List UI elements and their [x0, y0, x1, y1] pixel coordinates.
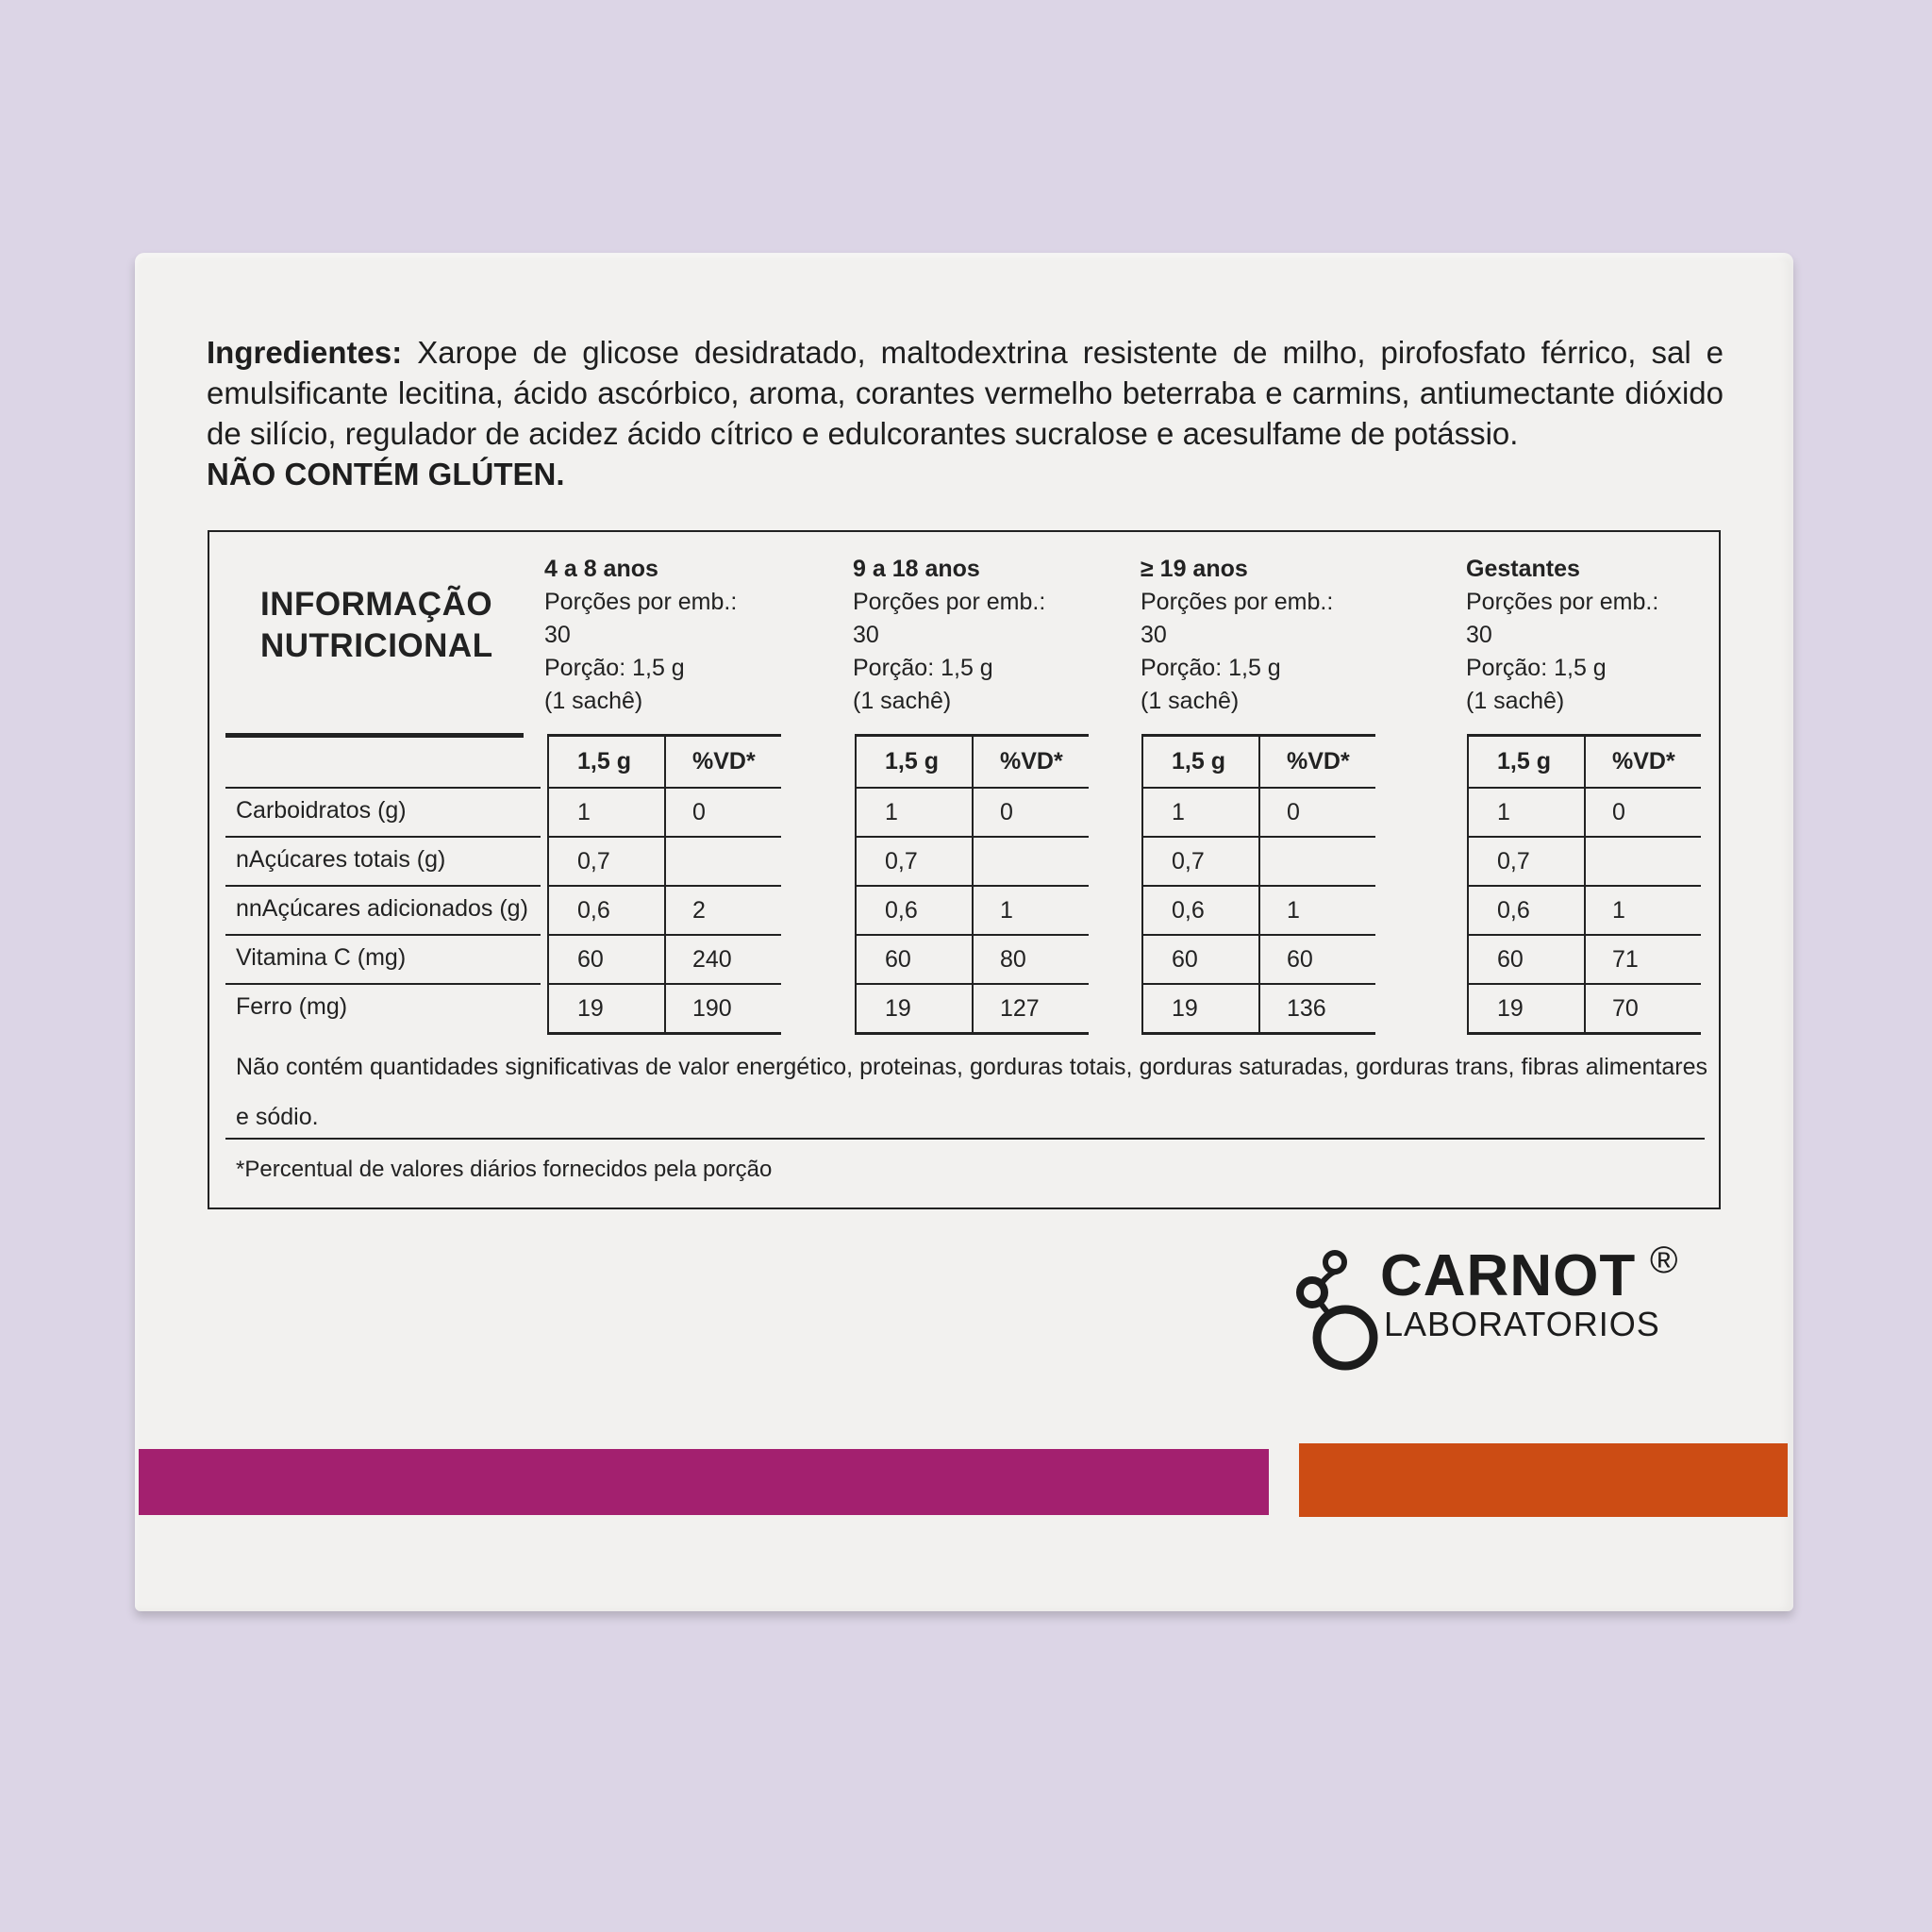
daily-value-cell: 136 — [1287, 995, 1326, 1022]
footnote: *Percentual de valores diários fornecidos pela porção — [236, 1157, 773, 1182]
row-label: Carboidratos (g) — [236, 797, 407, 824]
magenta-stripe — [139, 1449, 1269, 1515]
row-rule — [547, 885, 781, 887]
amount-header: 1,5 g — [577, 748, 631, 774]
group-title: 4 a 8 anos — [544, 556, 658, 582]
group-header — [544, 553, 737, 718]
amount-cell: 0,6 — [1172, 897, 1205, 924]
amount-header: 1,5 g — [1497, 748, 1551, 774]
servings-value: 30 — [1141, 622, 1167, 648]
row-rule — [1467, 934, 1701, 936]
amount-cell: 60 — [885, 946, 911, 973]
amount-cell: 0,7 — [1497, 848, 1530, 874]
nutrition-title-line2: NUTRICIONAL — [260, 627, 493, 664]
row-rule — [855, 787, 1089, 789]
portion-unit: (1 sachê) — [1141, 688, 1240, 714]
daily-value-cell: 0 — [1000, 799, 1013, 825]
daily-value-cell: 0 — [692, 799, 706, 825]
row-rule — [855, 934, 1089, 936]
nutrition-title-line1: INFORMAÇÃO — [260, 586, 493, 623]
group-bottom-rule — [1467, 1032, 1701, 1035]
note-rule — [225, 1138, 1705, 1140]
row-label: Ferro (mg) — [236, 993, 348, 1020]
amount-cell: 1 — [1172, 799, 1185, 825]
servings-label: Porções por emb.: — [1141, 589, 1334, 615]
column-divider — [1467, 734, 1469, 1032]
row-rule — [1141, 885, 1375, 887]
daily-value-cell: 0 — [1287, 799, 1300, 825]
gluten-free-statement: NÃO CONTÉM GLÚTEN. — [207, 457, 565, 491]
column-divider — [1584, 734, 1586, 1032]
amount-cell: 0,6 — [1497, 897, 1530, 924]
servings-label: Porções por emb.: — [544, 589, 738, 615]
not-significant-note: Não contém quantidades significativas de valor energético, proteinas, gorduras totais, gorduras saturadas, gorduras trans, fibras alimentares e sódio. — [236, 1054, 1707, 1130]
ingredients-list: Xarope de glicose desidratado, maltodextrina resistente de milho, pirofosfato férrico, sal e emulsificante lecitina, ácido ascórbico, aroma, corantes vermelho beterraba e carmins, antiumectante dióxido de silício, regulador de acidez ácido cítrico e edulcorantes sucralose e acesulfame de potássio. — [207, 335, 1724, 451]
portion-size: Porção: 1,5 g — [1466, 655, 1607, 681]
registered-mark: ® — [1650, 1240, 1678, 1281]
amount-cell: 19 — [1497, 995, 1524, 1022]
daily-value-cell: 190 — [692, 995, 732, 1022]
daily-value-cell: 80 — [1000, 946, 1026, 973]
ingredients-text — [207, 332, 1724, 494]
column-divider — [855, 734, 857, 1032]
group-header — [1141, 553, 1333, 718]
row-rule — [225, 787, 541, 789]
amount-header: 1,5 g — [1172, 748, 1225, 774]
row-rule — [1141, 983, 1375, 985]
row-rule — [855, 885, 1089, 887]
row-rule — [1141, 787, 1375, 789]
group-title: Gestantes — [1466, 556, 1580, 582]
amount-cell: 60 — [1497, 946, 1524, 973]
column-divider — [547, 734, 549, 1032]
nutrition-title — [260, 584, 493, 667]
row-rule — [1467, 983, 1701, 985]
amount-cell: 0,6 — [577, 897, 610, 924]
orange-stripe — [1299, 1443, 1788, 1517]
column-divider — [1141, 734, 1143, 1032]
row-rule — [225, 934, 541, 936]
daily-value-header: %VD* — [692, 748, 756, 774]
amount-cell: 60 — [1172, 946, 1198, 973]
amount-header: 1,5 g — [885, 748, 939, 774]
row-rule — [1141, 934, 1375, 936]
row-rule — [1141, 836, 1375, 838]
daily-value-cell: 60 — [1287, 946, 1313, 973]
daily-value-header: %VD* — [1000, 748, 1063, 774]
amount-cell: 0,7 — [1172, 848, 1205, 874]
brand-name: CARNOT — [1380, 1243, 1637, 1308]
amount-cell: 19 — [577, 995, 604, 1022]
amount-cell: 1 — [577, 799, 591, 825]
servings-value: 30 — [1466, 622, 1492, 648]
amount-cell: 19 — [885, 995, 911, 1022]
group-bottom-rule — [855, 1032, 1089, 1035]
daily-value-cell: 1 — [1612, 897, 1625, 924]
servings-label: Porções por emb.: — [853, 589, 1046, 615]
daily-value-cell: 1 — [1287, 897, 1300, 924]
portion-size: Porção: 1,5 g — [853, 655, 993, 681]
column-divider — [664, 734, 666, 1032]
row-rule — [547, 836, 781, 838]
amount-cell: 0,7 — [577, 848, 610, 874]
servings-value: 30 — [853, 622, 879, 648]
title-rule — [225, 733, 524, 738]
daily-value-header: %VD* — [1612, 748, 1675, 774]
row-rule — [225, 885, 541, 887]
column-divider — [1258, 734, 1260, 1032]
daily-value-cell: 0 — [1612, 799, 1625, 825]
amount-cell: 0,6 — [885, 897, 918, 924]
group-title: ≥ 19 anos — [1141, 556, 1248, 582]
portion-unit: (1 sachê) — [544, 688, 643, 714]
daily-value-cell: 70 — [1612, 995, 1639, 1022]
ingredients-label: Ingredientes: — [207, 335, 403, 370]
row-label: Vitamina C (mg) — [236, 944, 407, 971]
daily-value-cell: 2 — [692, 897, 706, 924]
column-divider — [972, 734, 974, 1032]
group-header — [853, 553, 1045, 718]
row-rule — [225, 983, 541, 985]
row-rule — [1467, 836, 1701, 838]
servings-label: Porções por emb.: — [1466, 589, 1659, 615]
amount-cell: 60 — [577, 946, 604, 973]
portion-unit: (1 sachê) — [853, 688, 952, 714]
group-title: 9 a 18 anos — [853, 556, 980, 582]
servings-value: 30 — [544, 622, 571, 648]
row-rule — [1467, 787, 1701, 789]
group-bottom-rule — [547, 1032, 781, 1035]
row-rule — [1467, 885, 1701, 887]
group-header — [1466, 553, 1658, 718]
row-label: nnAçúcares adicionados (g) — [236, 895, 528, 922]
product-box-back — [135, 253, 1793, 1611]
daily-value-cell: 71 — [1612, 946, 1639, 973]
daily-value-cell: 240 — [692, 946, 732, 973]
nutrition-table — [208, 530, 1721, 1209]
daily-value-cell: 127 — [1000, 995, 1040, 1022]
row-rule — [225, 836, 541, 838]
row-rule — [855, 983, 1089, 985]
row-rule — [855, 836, 1089, 838]
amount-cell: 1 — [885, 799, 898, 825]
carnot-logo — [1293, 1234, 1690, 1375]
amount-cell: 0,7 — [885, 848, 918, 874]
portion-size: Porção: 1,5 g — [544, 655, 685, 681]
amount-cell: 1 — [1497, 799, 1510, 825]
group-bottom-rule — [1141, 1032, 1375, 1035]
row-rule — [547, 787, 781, 789]
daily-value-header: %VD* — [1287, 748, 1350, 774]
portion-size: Porção: 1,5 g — [1141, 655, 1281, 681]
amount-cell: 19 — [1172, 995, 1198, 1022]
row-rule — [547, 934, 781, 936]
brand-subtitle: LABORATORIOS — [1384, 1305, 1660, 1343]
daily-value-cell: 1 — [1000, 897, 1013, 924]
row-rule — [547, 983, 781, 985]
row-label: nAçúcares totais (g) — [236, 846, 446, 873]
portion-unit: (1 sachê) — [1466, 688, 1565, 714]
